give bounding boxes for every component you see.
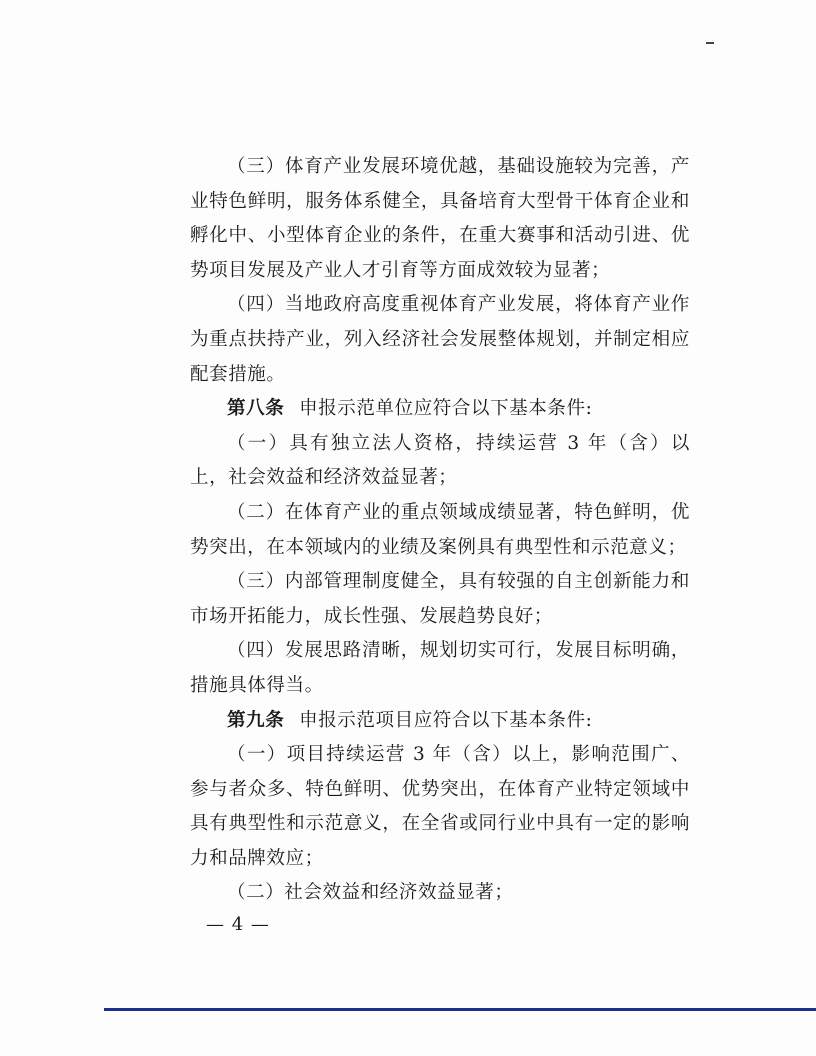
article-9-text: 申报示范项目应符合以下基本条件: <box>299 709 593 731</box>
article-9-item-1: （一）项目持续运营 3 年（含）以上，影响范围广、参与者众多、特色鲜明、优势突出，在体育产业特定领域中具有典型性和示范意义，在全省或同行业中具有一定的影响力和品牌效应； <box>190 744 690 869</box>
article-9-title: 第九条 <box>227 709 285 731</box>
bottom-rule <box>104 1008 816 1011</box>
article-8-title: 第八条 <box>227 398 285 420</box>
article-8-heading <box>190 392 690 427</box>
page-number: — 4 — <box>206 914 270 935</box>
article-8-item-4: （四）发展思路清晰，规划切实可行，发展目标明确，措施具体得当。 <box>190 640 690 696</box>
article-8-text: 申报示范单位应符合以下基本条件: <box>299 398 593 420</box>
paragraph-3: （三）体育产业发展环境优越，基础设施较为完善，产业特色鲜明，服务体系健全，具备培育大型骨干体育企业和孵化中、小型体育企业的条件，在重大赛事和活动引进、优势项目发展及产业人才引育等方面成效较为显著； <box>190 156 690 281</box>
article-8-item-3: （三）内部管理制度健全，具有较强的自主创新能力和市场开拓能力，成长性强、发展趋势良好； <box>190 571 690 627</box>
document-body <box>190 150 690 911</box>
scan-mark <box>706 42 714 44</box>
article-9-heading <box>190 704 690 739</box>
article-9-item-2: （二）社会效益和经济效益显著； <box>227 882 514 904</box>
article-8-item-2: （二）在体育产业的重点领域成绩显著，特色鲜明，优势突出，在本领域内的业绩及案例具有典型性和示范意义； <box>190 501 690 558</box>
article-8-item-1: （一）具有独立法人资格，持续运营 3 年（含）以上，社会效益和经济效益显著； <box>190 432 690 489</box>
paragraph-4: （四）当地政府高度重视体育产业发展，将体育产业作为重点扶持产业，列入经济社会发展整体规划，并制定相应配套措施。 <box>190 294 690 385</box>
